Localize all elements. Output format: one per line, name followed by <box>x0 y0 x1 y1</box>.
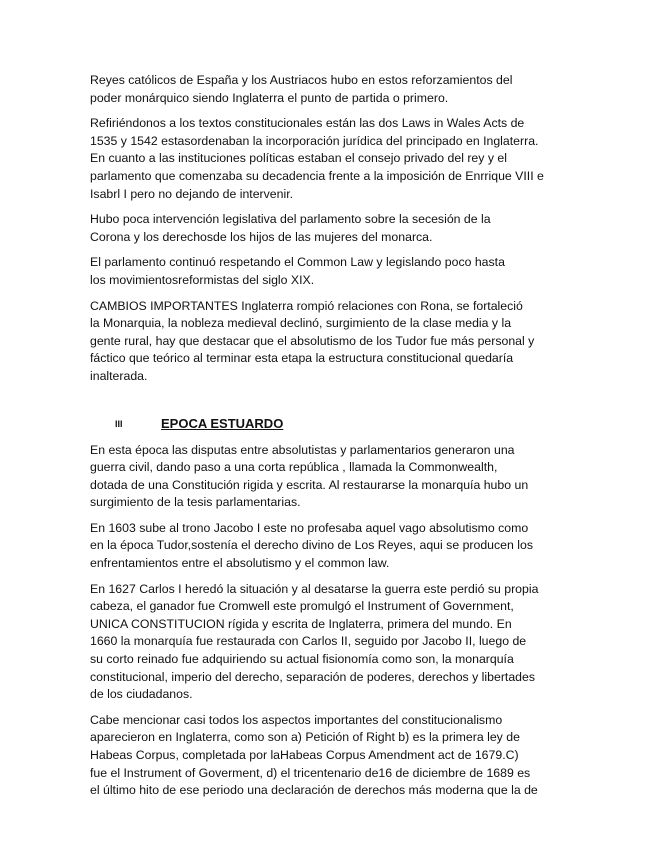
section-number: III <box>115 418 123 429</box>
text-line: Hubo poca intervención legislativa del parlamento sobre la secesión de la <box>90 212 491 227</box>
text-line: Refiriéndonos a los textos constitucionales están las dos Laws in Wales Acts de <box>90 116 525 131</box>
paragraph-common-law <box>90 254 570 289</box>
text-line: En 1627 Carlos I heredó la situación y al desatarse la guerra este perdió su propia <box>90 581 539 596</box>
text-line: el último hito de ese periodo una declaración de derechos más moderna que la de <box>90 783 538 798</box>
text-line: Cabe mencionar casi todos los aspectos importantes del constitucionalismo <box>90 712 503 727</box>
text-line: constitucional, imperio del derecho, separación de poderes, derechos y libertades <box>90 669 535 684</box>
paragraph-epoca-disputas <box>90 442 570 512</box>
text-line: inalterada. <box>90 368 148 383</box>
text-line: UNICA CONSTITUCION rígida y escrita de Inglaterra, primera del mundo. En <box>90 616 512 631</box>
text-line: dotada de una Constitución rigida y escrita. Al restaurarse la monarquía hubo un <box>90 477 529 492</box>
text-line: gente rural, hay que destacar que el absolutismo de los Tudor fue más personal y <box>90 333 535 348</box>
text-line: CAMBIOS IMPORTANTES Inglaterra rompió relaciones con Rona, se fortaleció <box>90 298 523 313</box>
paragraph-intervencion-legislativa <box>90 211 570 246</box>
text-line: Isabrl I pero no dejando de intervenir. <box>90 186 294 201</box>
text-line: 1660 la monarquía fue restaurada con Carlos II, seguido por Jacobo II, luego de <box>90 634 527 649</box>
paragraph-reyes-catolicos <box>90 72 570 107</box>
text-line: Corona y los derechosde los hijos de las mujeres del monarca. <box>90 229 433 244</box>
text-line: En 1603 sube al trono Jacobo I este no profesaba aquel vago absolutismo como <box>90 520 529 535</box>
paragraph-textos-constitucionales <box>90 115 570 203</box>
text-line: la Monarquia, la nobleza medieval declinó, surgimiento de la clase media y la <box>90 316 512 331</box>
section-heading <box>90 416 570 436</box>
paragraph-constitucionalismo <box>90 712 570 800</box>
paragraph-jacobo-i <box>90 520 570 573</box>
text-line: 1535 y 1542 estasordenaban la incorporación jurídica del principado en Inglaterra. <box>90 133 539 148</box>
text-line: parlamento que comenzaba su decadencia frente a la imposición de Enrrique VIII e <box>90 168 544 183</box>
body-text-after-section <box>90 442 570 800</box>
text-line: guerra civil, dando paso a una corta república , llamada la Commonwealth, <box>90 460 498 475</box>
section-title: EPOCA ESTUARDO <box>161 415 284 431</box>
text-line: poder monárquico siendo Inglaterra el punto de partida o primero. <box>90 90 449 105</box>
text-line: surgimiento de la tesis parlamentarias. <box>90 495 301 510</box>
text-line: fáctico que teórico al terminar esta etapa la estructura constitucional quedaría <box>90 351 514 366</box>
text-line: cabeza, el ganador fue Cromwell este promulgó el Instrument of Government, <box>90 599 514 614</box>
document-page <box>90 72 570 808</box>
text-line: los movimientosreformistas del siglo XIX. <box>90 272 315 287</box>
text-line: En esta época las disputas entre absolutistas y parlamentarios generaron una <box>90 442 515 457</box>
text-line: fue el Instrument of Goverment, d) el tricentenario de16 de diciembre de 1689 es <box>90 765 531 780</box>
text-line: El parlamento continuó respetando el Common Law y legislando poco hasta <box>90 255 505 270</box>
text-line: su corto reinado fue adquiriendo su actual fisionomía como son, la monarquía <box>90 652 514 667</box>
text-line: Habeas Corpus, completada por laHabeas Corpus Amendment act de 1679.C) <box>90 748 519 762</box>
text-line: aparecieron en Inglaterra, como son a) Petición of Right b) es la primera ley de <box>90 730 520 745</box>
body-text-before-section <box>90 72 570 386</box>
text-line: En cuanto a las instituciones políticas estaban el consejo privado del rey y el <box>90 151 507 166</box>
text-line: Reyes católicos de España y los Austriacos hubo en estos reforzamientos del <box>90 73 513 87</box>
text-line: enfrentamientos entre el absolutismo y el common law. <box>90 556 390 571</box>
paragraph-carlos-i <box>90 581 570 704</box>
text-line: de los ciudadanos. <box>90 687 193 702</box>
text-line: en la época Tudor,sostenía el derecho divino de Los Reyes, aqui se producen los <box>90 538 533 553</box>
paragraph-cambios-importantes <box>90 298 570 386</box>
